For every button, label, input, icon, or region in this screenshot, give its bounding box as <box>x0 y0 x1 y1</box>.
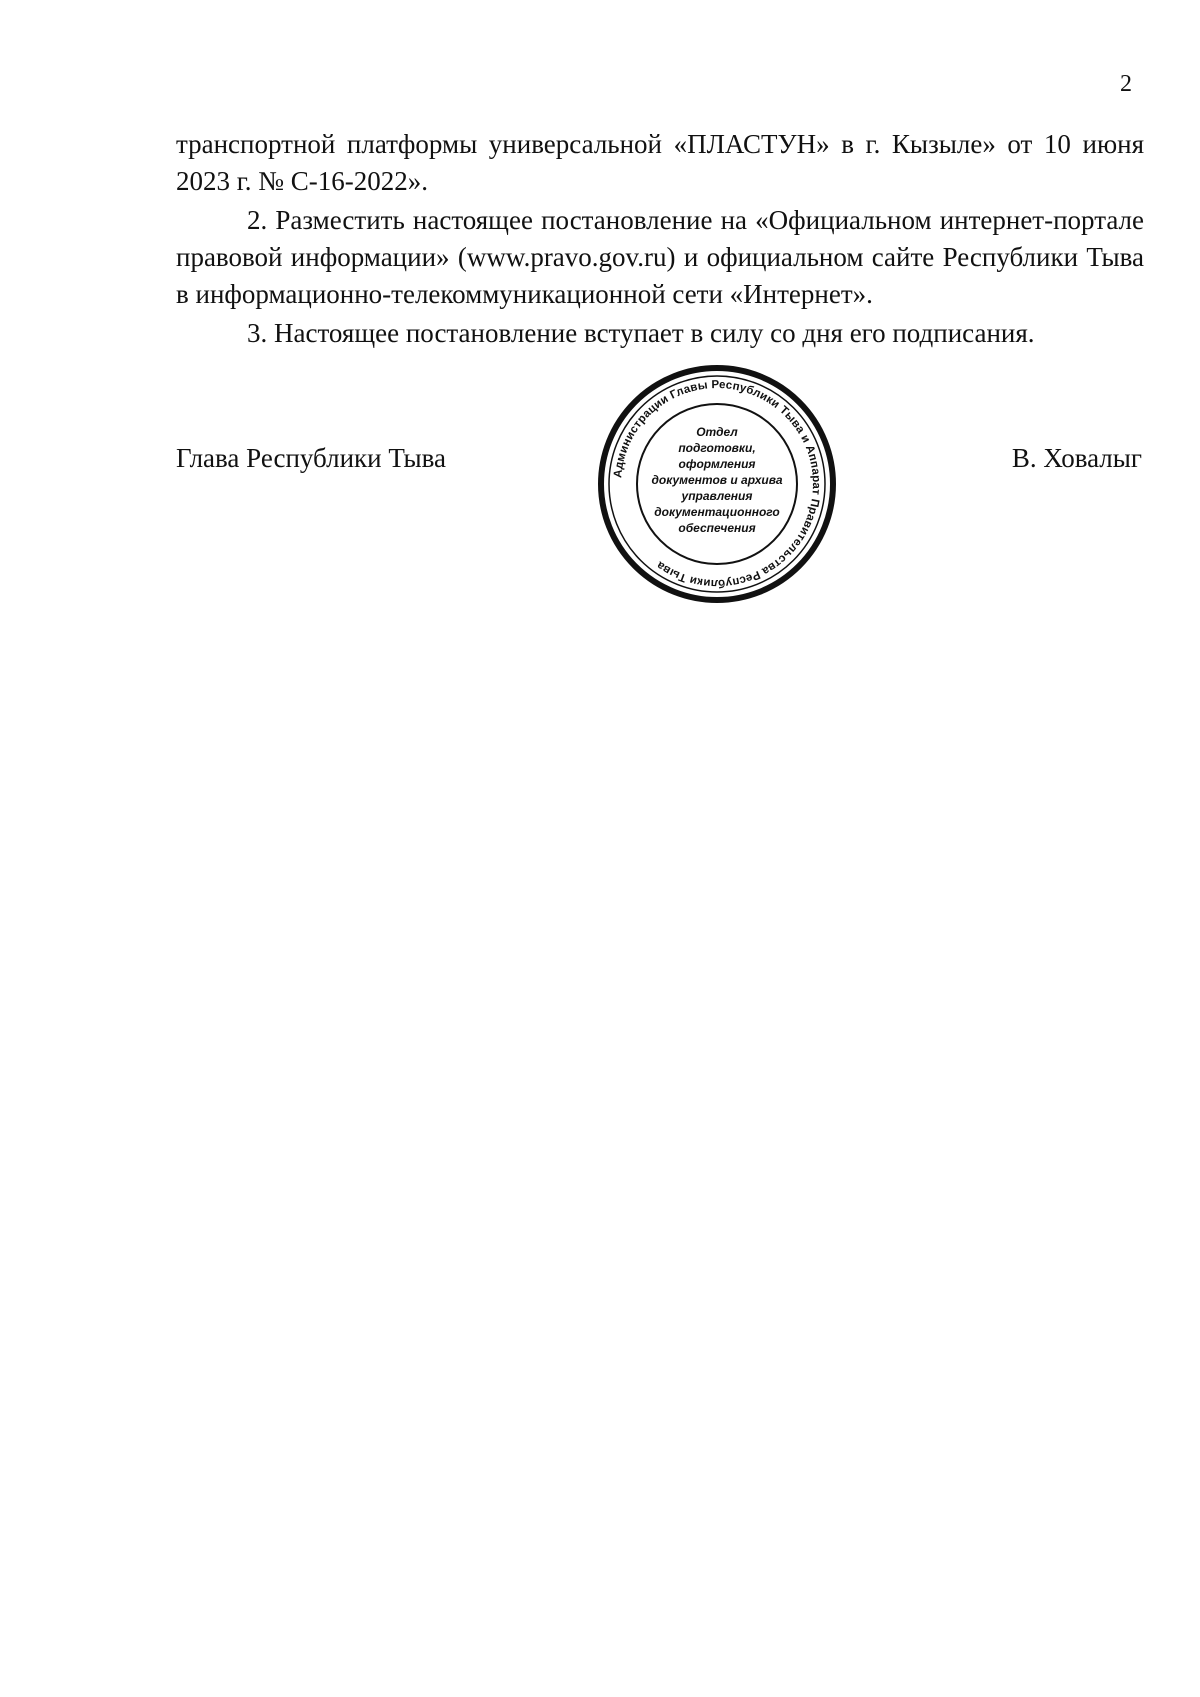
document-body <box>176 126 1144 354</box>
seal-graphic <box>597 364 837 604</box>
paragraph-item-2: 2. Разместить настоящее постановление на «Официальном интернет-портале правовой информации» (www.pravo.gov.ru) и официальном сайте Республики Тыва в информационно-телекоммуникационной сети «Интернет». <box>176 205 1144 309</box>
paragraph-continuation: транспортной платформы универсальной «ПЛАСТУН» в г. Кызыле» от 10 июня 2023 г. № С-16-2022». <box>176 129 1144 196</box>
page-number: 2 <box>1120 71 1132 97</box>
seal-center-line: оформления <box>678 457 756 471</box>
seal-center-line: обеспечения <box>678 521 756 535</box>
official-seal <box>597 364 837 604</box>
signatory-position: Глава Республики Тыва <box>176 443 447 473</box>
seal-center-line: подготовки, <box>678 441 756 455</box>
seal-center-line: управления <box>681 489 753 503</box>
seal-center-text <box>651 425 782 535</box>
seal-ring-text: Администрации Главы Республики Тыва и Аппарат Правительства Республики Тыва <box>612 378 823 590</box>
seal-center-line: документационного <box>654 505 780 519</box>
paragraph-item-3: 3. Настоящее постановление вступает в силу со дня его подписания. <box>247 318 1035 348</box>
seal-center-line: документов и архива <box>651 473 783 487</box>
signatory-name: В. Ховалыг <box>1011 443 1142 473</box>
seal-center-line: Отдел <box>696 425 738 439</box>
